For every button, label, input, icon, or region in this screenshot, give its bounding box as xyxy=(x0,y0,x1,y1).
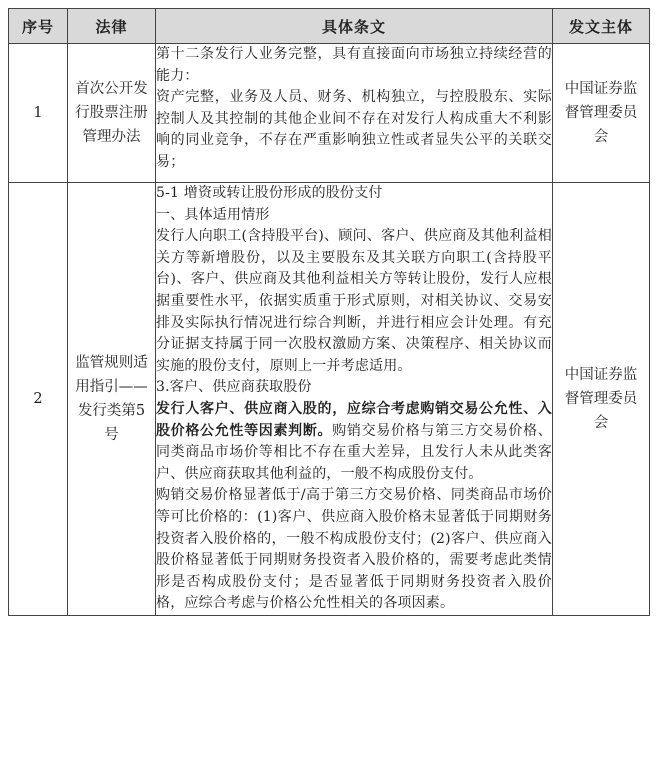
bold-lead-text: 发行人客户、供应商入股的，应综合考虑购销交易公允性、入股价格公允性等因素判断。 xyxy=(156,400,552,439)
content-subheading: 3.客户、供应商获取股份 xyxy=(156,379,312,396)
row-content-cell xyxy=(156,183,553,616)
after-bold-text: 购销交易价格与第三方交易价格、同类商品市场价等相比不存在重大差异，且发行人未从此类客户、供应商获取其他利益的，一般不构成股份支付。 xyxy=(156,422,552,482)
content-paragraph: 发行人向职工(含持股平台)、顾问、客户、供应商及其他利益相关方等新增股份，以及主要股东及其关联方向职工(含持股平台)、客户、供应商及其他利益相关方等转让股份，发行人应根据重要性水平，依据实质重于形式原则，对相关协议、交易安排及实际执行情况进行综合判断，并进行相应会计处理。有充分证据支持属于同一次股权激励方案、决策程序、相关协议而实施的股份支付，原则上一并考虑适用。 xyxy=(156,228,552,374)
header-content: 具体条文 xyxy=(156,9,553,44)
regulation-table xyxy=(8,8,650,616)
content-section-title: 5-1 增资或转让股份形成的股份支付 xyxy=(156,185,383,201)
content-paragraph: 第十二条发行人业务完整，具有直接面向市场独立持续经营的能力： xyxy=(156,46,552,84)
row-index: 2 xyxy=(9,183,68,616)
content-subheading: 一、具体适用情形 xyxy=(156,206,270,223)
row-authority-cell xyxy=(553,44,650,183)
content-paragraph xyxy=(156,399,552,485)
header-index: 序号 xyxy=(9,9,68,44)
row-index: 1 xyxy=(9,44,68,183)
row-law-name: 监管规则适用指引——发行类第5号 xyxy=(75,354,148,443)
row-law-cell xyxy=(68,183,156,616)
row-content-cell xyxy=(156,44,553,183)
header-row xyxy=(9,9,650,44)
header-law: 法律 xyxy=(68,9,156,44)
header-authority: 发文主体 xyxy=(553,9,650,44)
table-row xyxy=(9,183,650,616)
content-paragraph: 资产完整，业务及人员、财务、机构独立，与控股股东、实际控制人及其控制的其他企业间不存在对发行人构成重大不利影响的同业竞争，不存在严重影响独立性或者显失公平的关联交易； xyxy=(156,89,552,170)
table-row xyxy=(9,44,650,183)
row-law-name: 首次公开发行股票注册管理办法 xyxy=(75,81,148,145)
row-authority: 中国证券监督管理委员会 xyxy=(564,366,638,431)
row-law-cell xyxy=(68,44,156,183)
content-paragraph: 购销交易价格显著低于/高于第三方交易价格、同类商品市场价等可比价格的：(1)客户、供应商入股价格未显著低于同期财务投资者入股价格的，一般不构成股份支付；(2)客户、供应商入股价格显著低于同期财务投资者入股价格的，需要考虑此类情形是否构成股份支付；是否显著低于同期财务投资者入股价格，应综合考虑与价格公允性相关的各项因素。 xyxy=(156,487,552,612)
row-authority: 中国证券监督管理委员会 xyxy=(564,81,638,145)
row-authority-cell xyxy=(553,183,650,616)
